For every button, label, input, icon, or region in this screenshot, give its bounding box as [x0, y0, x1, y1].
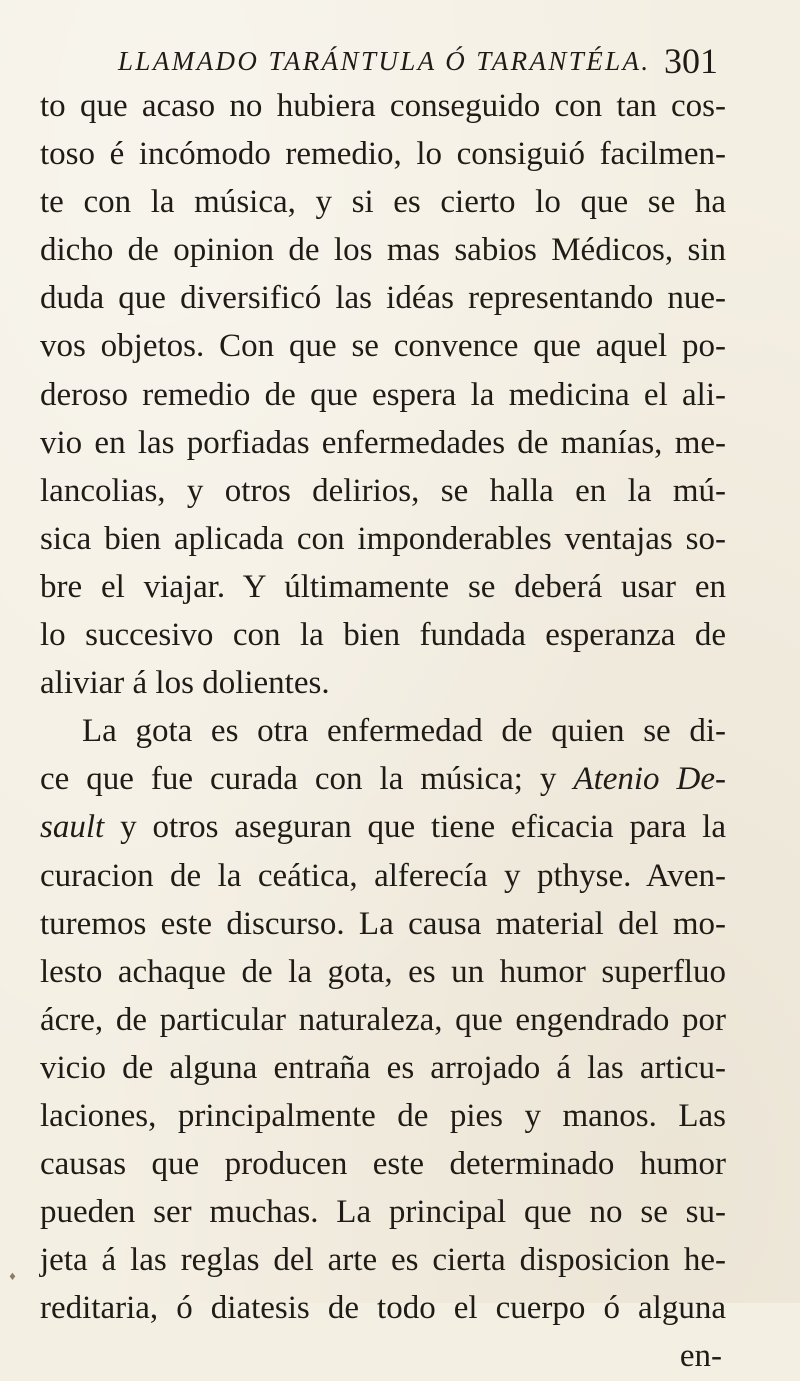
text-line: causas que producen este determinado humor: [40, 1146, 726, 1183]
text-line: ácre, de particular naturaleza, que engendrado por: [40, 1001, 726, 1038]
ink-speck: ♦: [8, 1272, 17, 1283]
text-line: sica bien aplicada con imponderables ventajas so-: [40, 520, 726, 557]
text-line: jeta á las reglas del arte es cierta disposicion he-: [40, 1242, 726, 1279]
author-name-italic: sault: [40, 809, 105, 846]
text-line: aliviar á los dolientes.: [40, 665, 330, 702]
text-line: vio en las porfiadas enfermedades de manías, me-: [40, 424, 726, 461]
text-segment: ce que fue curada con la música; y: [40, 761, 574, 798]
text-line: lesto achaque de la gota, es un humor superfluo: [40, 953, 726, 990]
text-line: laciones, principalmente de pies y manos. Las: [40, 1097, 726, 1134]
text-line: bre el viajar. Y últimamente se deberá usar en: [40, 568, 726, 605]
running-head: [118, 40, 718, 84]
catchword: en-: [679, 1338, 722, 1375]
text-line: reditaria, ó diatesis de todo el cuerpo ó alguna: [40, 1290, 726, 1327]
page-number: 301: [664, 41, 718, 81]
text-line: [40, 803, 726, 851]
text-line: lancolias, y otros delirios, se halla en la mú-: [40, 472, 726, 509]
author-name-italic: Atenio De-: [573, 761, 726, 798]
text-line: deroso remedio de que espera la medicina el ali-: [40, 376, 726, 413]
paragraph-start-line: La gota es otra enfermedad de quien se di-: [82, 713, 726, 750]
text-line: te con la música, y si es cierto lo que se ha: [40, 184, 726, 221]
body-text: [40, 82, 726, 1381]
text-line: vicio de alguna entraña es arrojado á las articu-: [40, 1049, 726, 1086]
text-line: turemos este discurso. La causa material del mo-: [40, 905, 726, 942]
text-segment: y otros aseguran que tiene eficacia para la: [104, 809, 726, 846]
text-line: toso é incómodo remedio, lo consiguió facilmen-: [40, 136, 726, 173]
text-line: curacion de la ceática, alferecía y pthyse. Aven-: [40, 857, 726, 894]
text-line: dicho de opinion de los mas sabios Médicos, sin: [40, 232, 726, 269]
text-line: vos objetos. Con que se convence que aquel po-: [40, 328, 726, 365]
text-line: lo succesivo con la bien fundada esperanza de: [40, 617, 726, 654]
running-title: LLAMADO TARÁNTULA Ó TARANTÉLA.: [118, 46, 651, 76]
text-line: to que acaso no hubiera conseguido con tan cos-: [40, 88, 726, 124]
text-line: [40, 755, 726, 803]
text-line: pueden ser muchas. La principal que no se su-: [40, 1194, 726, 1231]
text-line: duda que diversificó las idéas representando nue-: [40, 280, 726, 317]
